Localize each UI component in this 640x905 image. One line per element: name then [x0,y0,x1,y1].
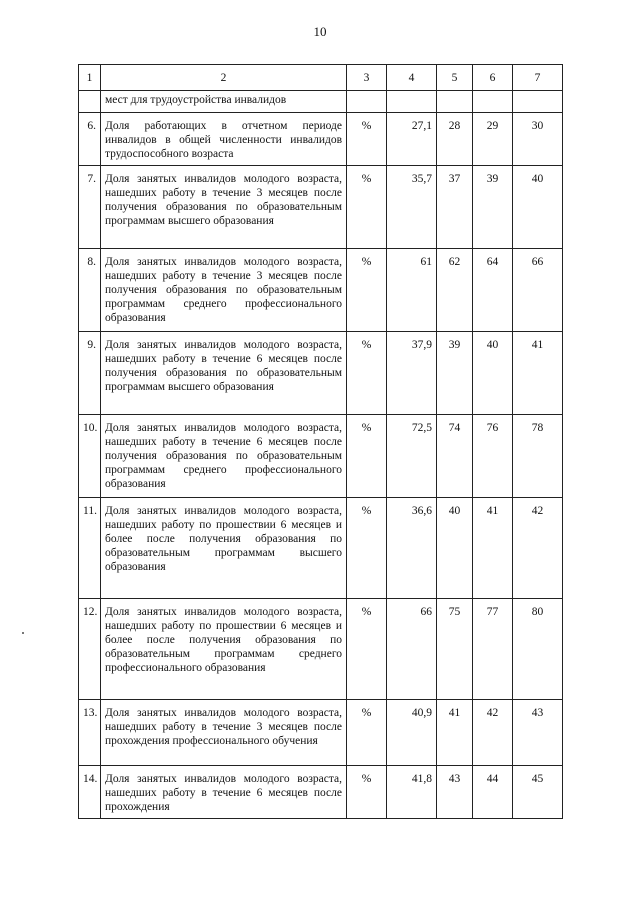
cell-v6: 77 [473,599,513,700]
cell-v7: 78 [513,415,563,498]
cell-v6: 44 [473,766,513,819]
cell-v7: 66 [513,249,563,332]
cell-v6: 39 [473,166,513,249]
cell-v5 [437,91,473,113]
cell-v4: 35,7 [387,166,437,249]
cell-name: Доля занятых инвалидов молодого возраста, нашедших работу в течение 6 месяцев после получения образования по образовательным программам среднего профессионального образования [101,415,347,498]
cell-name: Доля занятых инвалидов молодого возраста, нашедших работу в течение 6 месяцев после получения образования по образовательным программам высшего образования [101,332,347,415]
cell-v7 [513,91,563,113]
cell-name: Доля занятых инвалидов молодого возраста, нашедших работу по прошествии 6 месяцев и более после получения образования по образовательным программам высшего образования [101,498,347,599]
cell-num: 11. [79,498,101,599]
cell-v7: 30 [513,113,563,166]
cell-v7: 45 [513,766,563,819]
cell-name: Доля занятых инвалидов молодого возраста, нашедших работу в течение 3 месяцев после получения образования по образовательным программам высшего образования [101,166,347,249]
cell-num: 6. [79,113,101,166]
cell-unit: % [347,415,387,498]
cell-unit: % [347,113,387,166]
cell-v6 [473,91,513,113]
cell-v6: 42 [473,700,513,766]
margin-dot [22,632,24,634]
cell-v4: 40,9 [387,700,437,766]
table-row [79,498,563,599]
cell-v6: 29 [473,113,513,166]
cell-name: Доля занятых инвалидов молодого возраста, нашедших работу в течение 3 месяцев после получения образования по образовательным программам среднего профессионального образования [101,249,347,332]
table-row [79,113,563,166]
table-row [79,700,563,766]
cell-v4: 27,1 [387,113,437,166]
table-header-row [79,65,563,91]
cell-unit: % [347,332,387,415]
cell-name: Доля занятых инвалидов молодого возраста, нашедших работу в течение 3 месяцев после прохождения профессионального обучения [101,700,347,766]
cell-v4: 61 [387,249,437,332]
cell-v5: 43 [437,766,473,819]
cell-unit: % [347,249,387,332]
cell-v5: 62 [437,249,473,332]
cell-v5: 75 [437,599,473,700]
page-number: 10 [313,24,327,39]
header-col-6: 6 [473,65,513,91]
cell-v5: 41 [437,700,473,766]
cell-v5: 28 [437,113,473,166]
cell-unit: % [347,498,387,599]
cell-num: 10. [79,415,101,498]
cell-v5: 40 [437,498,473,599]
cell-v5: 74 [437,415,473,498]
table-row [79,766,563,819]
cell-num: 13. [79,700,101,766]
table-row [79,249,563,332]
header-col-7: 7 [513,65,563,91]
header-col-3: 3 [347,65,387,91]
table-row [79,332,563,415]
cell-v7: 80 [513,599,563,700]
cell-unit: % [347,700,387,766]
cell-v4: 36,6 [387,498,437,599]
cell-v6: 40 [473,332,513,415]
table-row [79,415,563,498]
header-col-4: 4 [387,65,437,91]
header-col-5: 5 [437,65,473,91]
cell-unit: % [347,599,387,700]
cell-name: Доля работающих в отчетном периоде инвалидов в общей численности инвалидов трудоспособного возраста [101,113,347,166]
cell-v4: 66 [387,599,437,700]
cell-v7: 43 [513,700,563,766]
cell-num: 7. [79,166,101,249]
cell-v6: 76 [473,415,513,498]
cell-v4: 72,5 [387,415,437,498]
cell-v5: 37 [437,166,473,249]
cell-v7: 42 [513,498,563,599]
cell-name: Доля занятых инвалидов молодого возраста, нашедших работу по прошествии 6 месяцев и более после получения образования по образовательным программам среднего профессионального образования [101,599,347,700]
cell-unit: % [347,766,387,819]
cell-v4 [387,91,437,113]
cell-v4: 41,8 [387,766,437,819]
header-col-1: 1 [79,65,101,91]
cell-v5: 39 [437,332,473,415]
cell-num: 8. [79,249,101,332]
cell-name: мест для трудоустройства инвалидов [101,91,347,113]
table-row [79,599,563,700]
table-row [79,166,563,249]
cell-v4: 37,9 [387,332,437,415]
cell-unit [347,91,387,113]
cell-num: 14. [79,766,101,819]
cell-v6: 64 [473,249,513,332]
cell-unit: % [347,166,387,249]
cell-v6: 41 [473,498,513,599]
cell-v7: 41 [513,332,563,415]
cell-num: 9. [79,332,101,415]
header-col-2: 2 [101,65,347,91]
cell-name: Доля занятых инвалидов молодого возраста, нашедших работу в течение 6 месяцев после прохождения [101,766,347,819]
cell-num: 12. [79,599,101,700]
indicators-table [78,64,563,819]
cell-v7: 40 [513,166,563,249]
cell-num [79,91,101,113]
table-row-continuation [79,91,563,113]
